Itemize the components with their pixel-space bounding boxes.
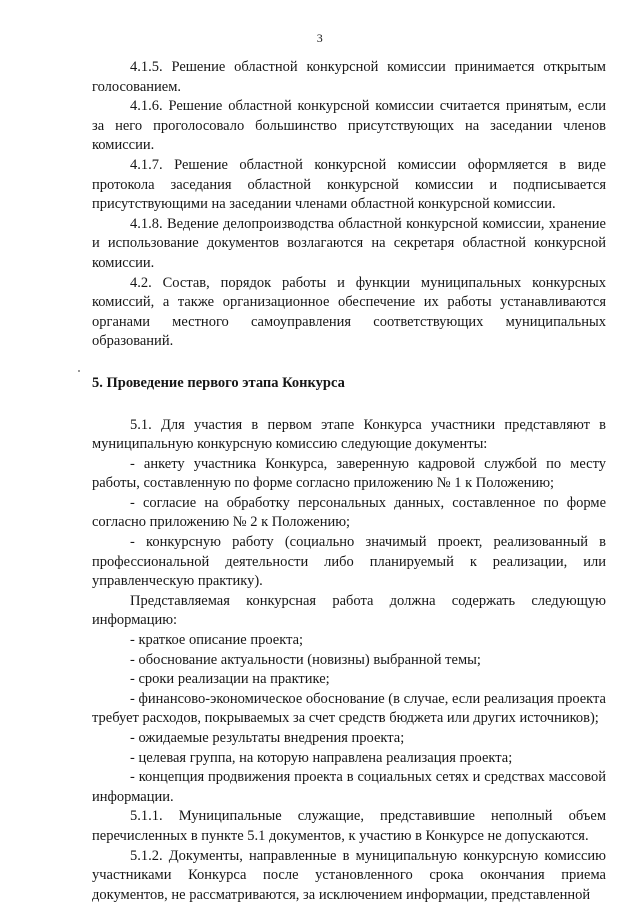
document-body [92, 58, 606, 905]
page-number: 3 [316, 31, 324, 45]
paragraph-4-2: 4.2. Состав, порядок работы и функции муниципальных конкурсных комиссий, а также организационное обеспечение их работы устанавливаются органами местного самоуправления соответствующих муниципальных образований. [92, 274, 606, 350]
paragraph-5-1-1: 5.1.1. Муниципальные служащие, представившие неполный объем перечисленных в пункте 5.1 документов, к участию в Конкурсе не допускаются. [92, 808, 606, 844]
section-heading: 5. Проведение первого этапа Конкурса [92, 374, 345, 391]
list-item-consent: - согласие на обработку персональных данных, составленное по форме согласно приложению № 2 к Положению; [92, 494, 606, 531]
list-item-timeline: - сроки реализации на практике; [130, 671, 330, 688]
paragraph-4-1-5: 4.1.5. Решение областной конкурсной комиссии принимается открытым голосованием. [92, 59, 606, 95]
paragraph-4-1-6: 4.1.6. Решение областной конкурсной комиссии считается принятым, если за него проголосовало большинство присутствующих на заседании членов комиссии. [92, 98, 606, 154]
paragraph-5-1-2: 5.1.2. Документы, направленные в муниципальную конкурсную комиссию участниками Конкурса после установленного срока окончания приема документов, не рассматриваются, за исключением информации, представленной [92, 847, 606, 903]
paragraph-5-1: 5.1. Для участия в первом этапе Конкурса участники представляют в муниципальную конкурсную комиссию следующие документы: [92, 416, 606, 453]
list-item-relevance: - обоснование актуальности (новизны) выбранной темы; [130, 651, 481, 668]
scan-speck [78, 370, 80, 372]
list-item-questionnaire: - анкету участника Конкурса, заверенную кадровой службой по месту работы, составленную по форме согласно приложению № 1 к Положению; [92, 455, 606, 492]
paragraph-4-1-8: 4.1.8. Ведение делопроизводства областной конкурсной комиссии, хранение и использование документов возлагаются на секретаря областной конкурсной комиссии. [92, 215, 606, 271]
list-item-competition-work: - конкурсную работу (социально значимый проект, реализованный в профессиональной деятельности либо планируемый к реализации, или управленческую практику). [92, 534, 606, 590]
list-item-promotion: - концепция продвижения проекта в социальных сетях и средствах массовой информации. [92, 769, 606, 805]
list-item-financial: - финансово-экономическое обоснование (в случае, если реализация проекта требует расходов, покрываемых за счет средств бюджета или других источников); [92, 690, 606, 727]
list-item-expected-results: - ожидаемые результаты внедрения проекта; [130, 730, 405, 746]
paragraph-work-requirements: Представляемая конкурсная работа должна содержать следующую информацию: [92, 592, 606, 629]
paragraph-4-1-7: 4.1.7. Решение областной конкурсной комиссии оформляется в виде протокола заседания областной конкурсной комиссии и подписывается присутствующими на заседании членами областной конкурсной комиссии. [92, 156, 606, 213]
list-item-description: - краткое описание проекта; [130, 632, 304, 649]
list-item-target-group: - целевая группа, на которую направлена реализация проекта; [130, 749, 513, 766]
